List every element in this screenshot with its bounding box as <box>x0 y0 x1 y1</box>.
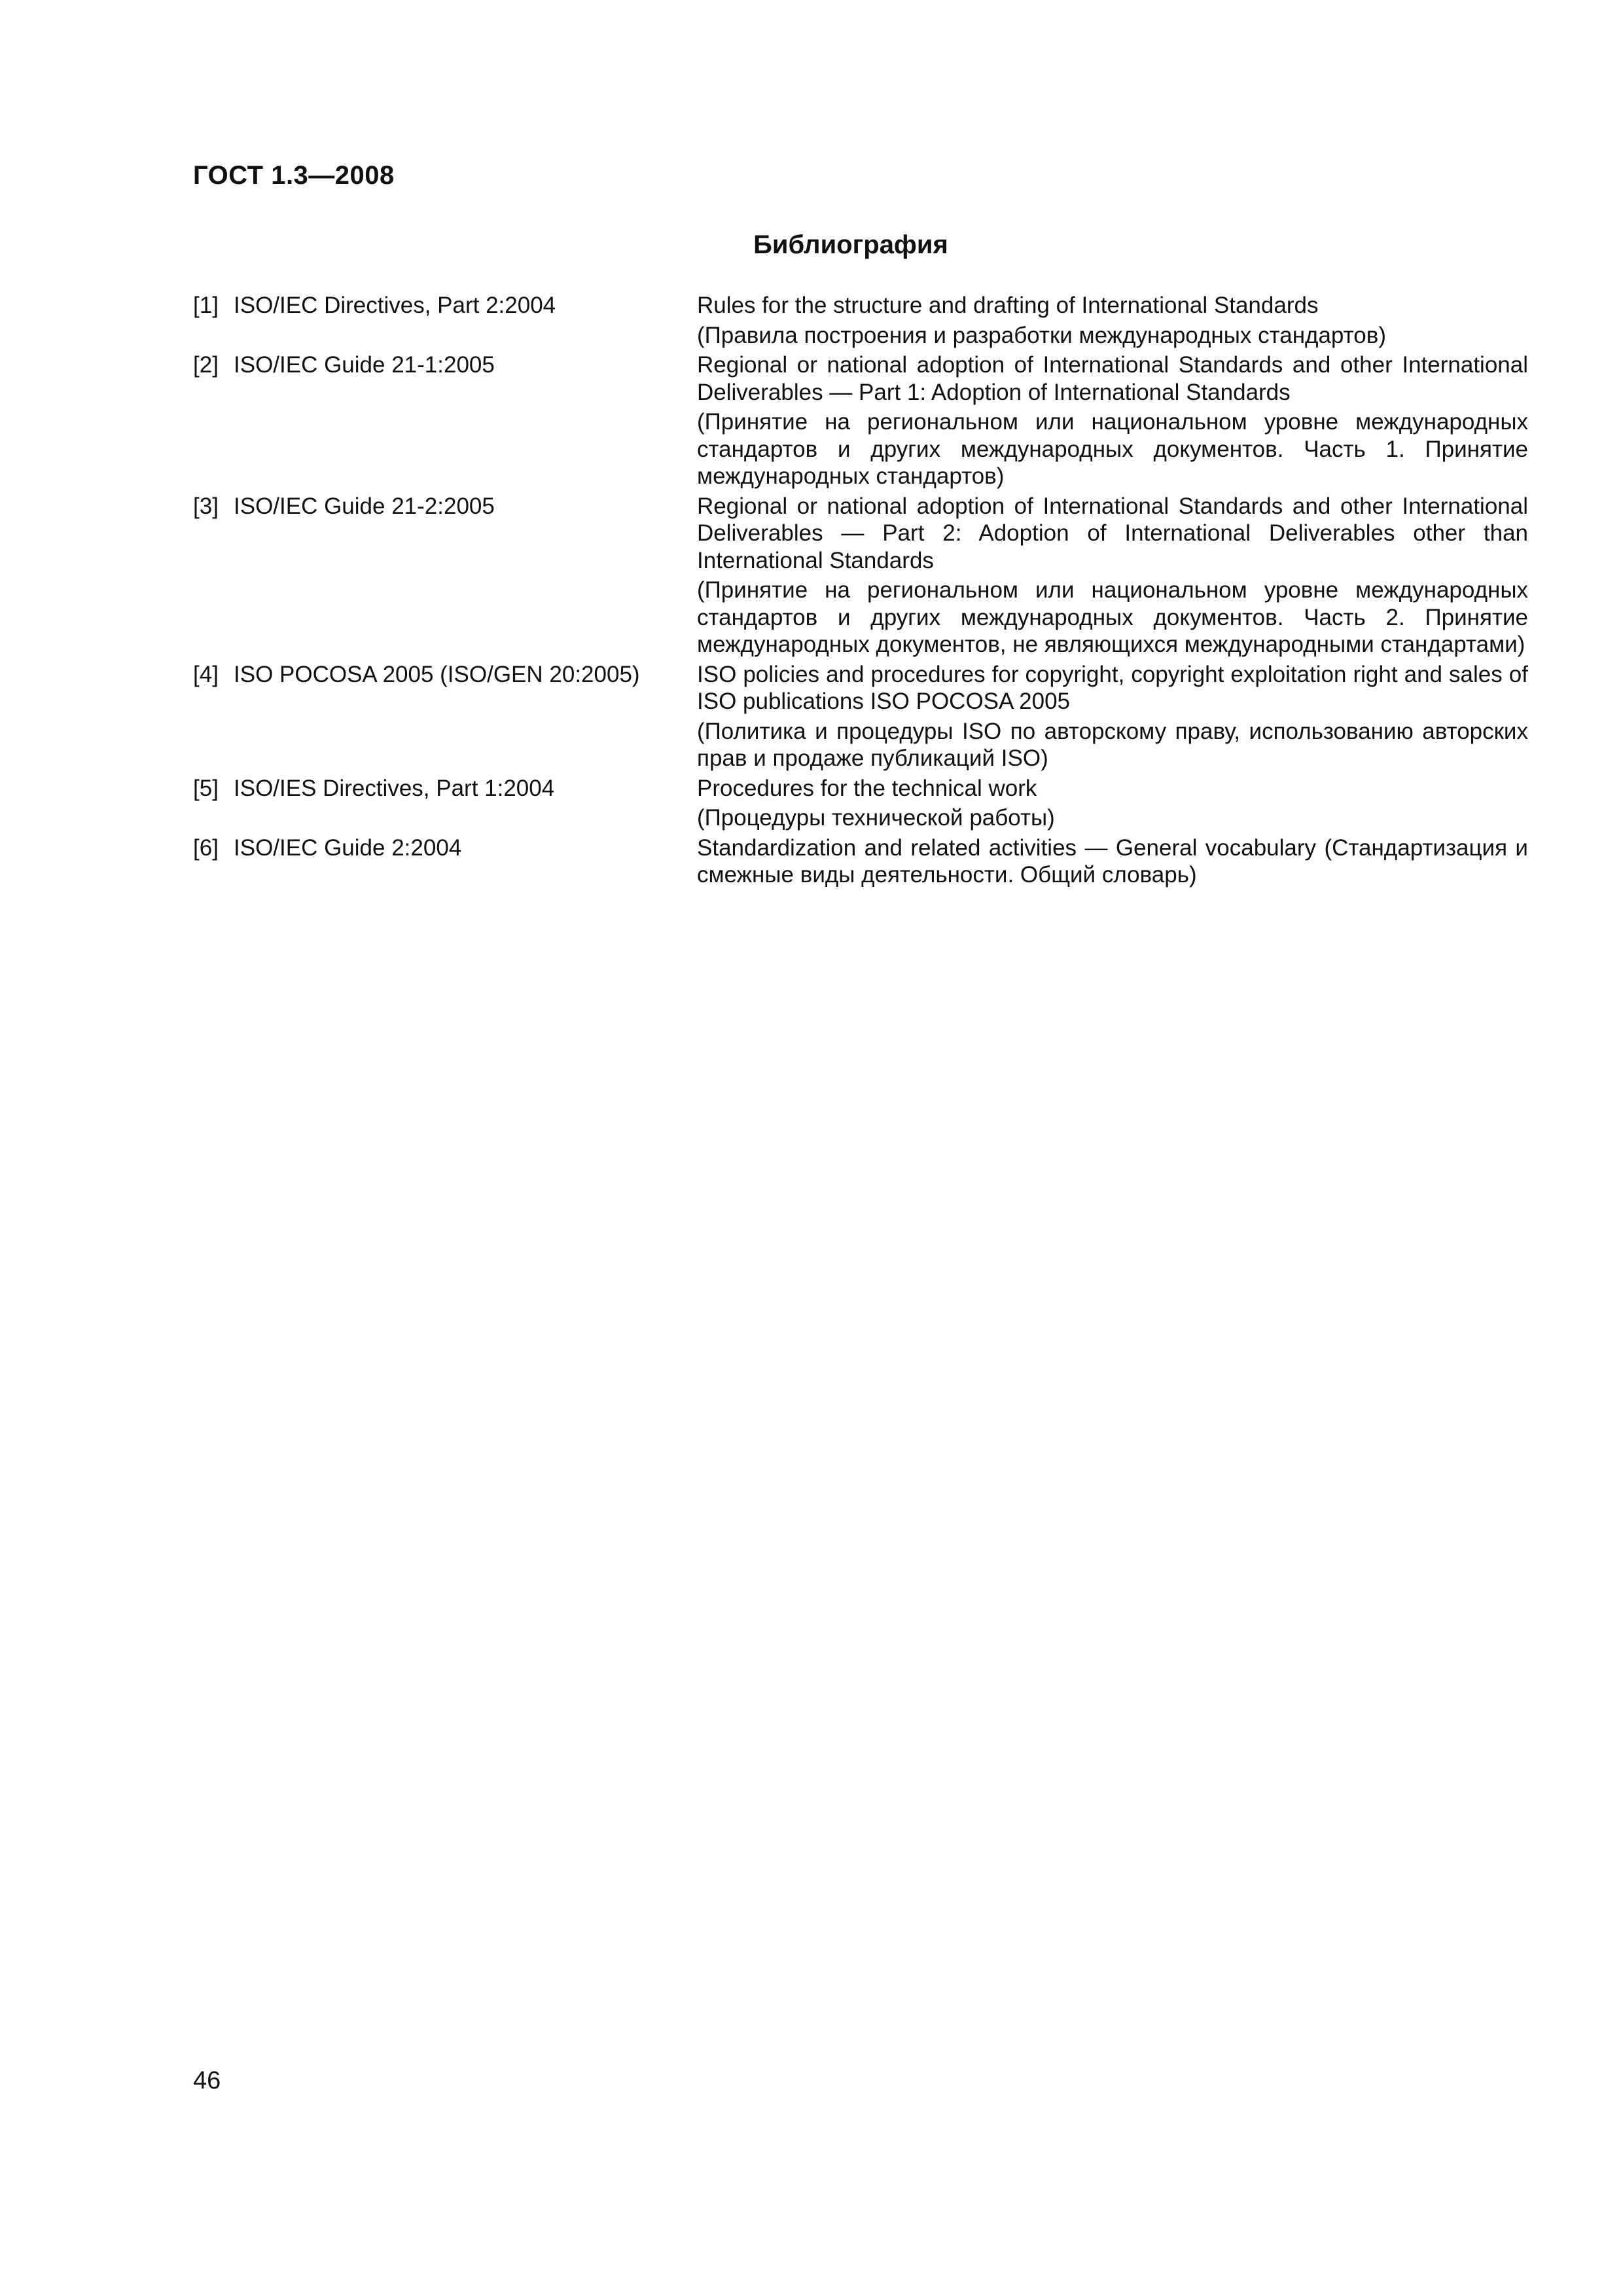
entry-number: [6] <box>193 834 219 861</box>
entry-title-ru: (Принятие на региональном или национальном уровне международных стандартов и других международных документов. Часть 1. Принятие международных стандартов) <box>697 409 1528 489</box>
page-number: 46 <box>193 2067 221 2094</box>
entry-description <box>697 351 1528 490</box>
entry-reference <box>193 775 697 802</box>
entry-reference <box>193 292 697 319</box>
entry-number: [5] <box>193 775 219 801</box>
bibliography-entry <box>193 493 1528 658</box>
entry-number: [1] <box>193 293 219 318</box>
entry-ref: ISO/IEC Guide 21-1:2005 <box>234 352 495 378</box>
section-title: Библиография <box>753 230 948 259</box>
entry-title-en: Regional or national adoption of International Standards and other International Deliverables — Part 2: Adoption of International Deliverables other than International Standards <box>697 493 1528 573</box>
entry-description <box>697 775 1528 832</box>
entry-reference <box>193 351 697 379</box>
bibliography-entry <box>193 661 1528 772</box>
entry-ref: ISO/IEC Guide 2:2004 <box>234 834 462 861</box>
entry-number: [4] <box>193 661 219 687</box>
entry-number: [2] <box>193 352 219 378</box>
entry-title-en: Standardization and related activities — General vocabulary (Стандартизация и смежные виды деятельности. Общий словарь) <box>697 834 1528 888</box>
entry-title-ru: (Принятие на региональном или национальном уровне международных стандартов и других международных документов. Часть 2. Принятие международных документов, не являющихся международными стандартами) <box>697 577 1528 657</box>
bibliography-entry <box>193 351 1528 490</box>
entry-reference <box>193 493 697 520</box>
entry-title-ru: (Политика и процедуры ISO по авторскому праву, использованию авторских прав и продаже публикаций ISO) <box>697 718 1528 771</box>
entry-title-en: Procedures for the technical work <box>697 775 1037 801</box>
bibliography-entry <box>193 292 1528 349</box>
entry-reference <box>193 834 697 862</box>
entry-title-ru: (Процедуры технической работы) <box>697 805 1055 831</box>
entry-title-en: Regional or national adoption of International Standards and other International Deliverables — Part 1: Adoption of International Standards <box>697 352 1528 405</box>
entry-description <box>697 834 1528 889</box>
entry-description <box>697 493 1528 658</box>
entry-ref: ISO/IEC Directives, Part 2:2004 <box>234 293 556 318</box>
document-code-header: ГОСТ 1.3—2008 <box>193 161 395 190</box>
entry-description <box>697 292 1528 349</box>
entry-ref: ISO/IEC Guide 21-2:2005 <box>234 493 495 519</box>
bibliography-entry <box>193 775 1528 832</box>
entry-title-en: Rules for the structure and drafting of International Standards <box>697 293 1319 318</box>
entry-reference <box>193 661 697 689</box>
entry-title-ru: (Правила построения и разработки международных стандартов) <box>697 322 1386 348</box>
bibliography-list <box>193 292 1528 889</box>
entry-description <box>697 661 1528 772</box>
entry-title-en: ISO policies and procedures for copyright, copyright exploitation right and sales of ISO publications ISO POCOSA 2005 <box>697 661 1528 714</box>
entry-ref: ISO/IES Directives, Part 1:2004 <box>234 775 555 801</box>
bibliography-entry <box>193 834 1528 889</box>
entry-number: [3] <box>193 493 219 519</box>
entry-ref: ISO POCOSA 2005 (ISO/GEN 20:2005) <box>234 661 640 687</box>
